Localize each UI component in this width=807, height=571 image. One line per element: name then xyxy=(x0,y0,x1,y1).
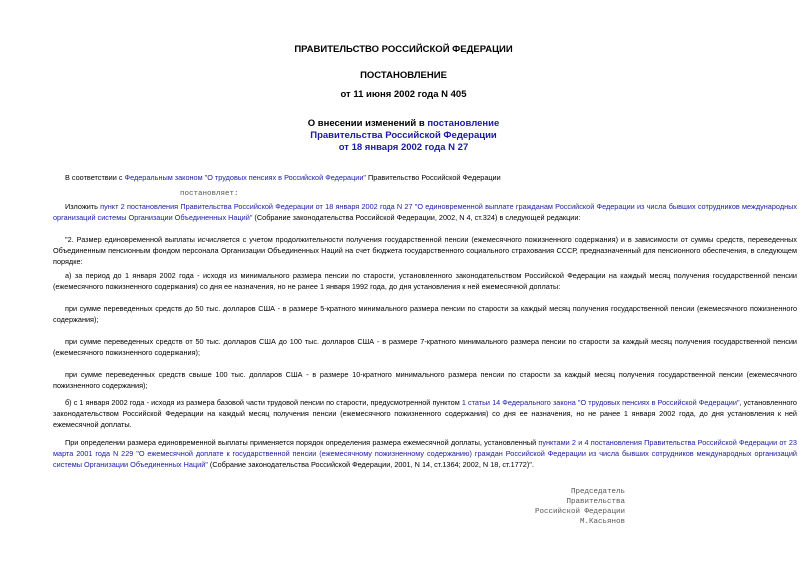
signature-line-2: Российской Федерации xyxy=(534,508,625,516)
document-title xyxy=(0,118,807,154)
p8-text-pre: При определении размера единовременной выплаты применяется порядок определения размера ежемесячной доплаты, установленный xyxy=(65,438,539,447)
p7-link[interactable]: 1 статьи 14 Федерального закона "О трудовых пенсиях в Российской Федерации" xyxy=(461,398,740,407)
signature-block xyxy=(513,487,625,527)
intro-text-pre: В соответствии с xyxy=(65,173,125,182)
p1-text-pre: Изложить xyxy=(65,202,101,211)
paragraph-3: а) за период до 1 января 2002 года - исходя из минимального размера пенсии по старости, установленного законодательством Российской Федерации на каждый месяц получения государственной пенсии (ежемесячного пожизненного содержания) со дня ее назначения, но не ранее 1 января 1992 года, до дня установления к ней ежемесячной доплаты: xyxy=(53,271,797,291)
paragraph-5: при сумме переведенных средств от 50 тыс. долларов США до 100 тыс. долларов США - в размере 7-кратного минимального размера пенсии по старости за каждый месяц получения государственной пенсии (ежемесячного пожизненного содержания); xyxy=(53,337,797,357)
paragraph-6: при сумме переведенных средств свыше 100 тыс. долларов США - в размере 10-кратного минимального размера пенсии по старости за каждый месяц получения государственной пенсии (ежемесячного пожизненного содержания); xyxy=(53,370,797,390)
paragraph-1 xyxy=(53,201,797,223)
paragraph-7 xyxy=(53,397,797,430)
p1-link[interactable]: пункт 2 постановления Правительства Российской Федерации от 18 января 2002 года N 27 "О единовременной выплате гражданам Российской Федерации из числа бывших сотрудников международных организаций системы Организации Объединенных Наций" xyxy=(53,202,797,222)
government-heading: ПРАВИТЕЛЬСТВО РОССИЙСКОЙ ФЕДЕРАЦИИ xyxy=(294,44,513,55)
signature-line-3: М.Касьянов xyxy=(579,518,625,526)
paragraph-8 xyxy=(53,437,797,470)
intro-text-post: Правительство Российской Федерации xyxy=(366,173,501,182)
document-type: ПОСТАНОВЛЕНИЕ xyxy=(360,70,447,81)
p1-text-post: (Собрание законодательства Российской Федерации, 2002, N 4, ст.324) в следующей редакции: xyxy=(252,213,581,222)
decree-note: постановляет: xyxy=(180,190,239,198)
intro-paragraph xyxy=(53,172,797,183)
p7-text-pre: б) с 1 января 2002 года - исходя из размера базовой части трудовой пенсии по старости, предусмотренной пунктом xyxy=(65,398,462,407)
signature-line-1: Председатель Правительства xyxy=(566,488,625,506)
p7-text-post: , установленного законодательством Российской Федерации на каждый месяц получения пенсии (ежемесячного пожизненного содержания) со дня ее назначения, но не ранее 1 января 2002 года, до дня установления к ней ежемесячной доплаты. xyxy=(53,398,797,429)
title-line1-text: О внесении изменений в xyxy=(307,118,428,129)
title-link[interactable]: постановление xyxy=(427,118,500,129)
p8-link[interactable]: пунктами 2 и 4 постановления Правительства Российской Федерации от 23 марта 2001 года N 229 "О ежемесячной доплате к государственной пенсии (ежемесячному пожизненному содержанию) граждан Российской Федерации из числа бывших сотрудников международных организаций системы Организации Объединенных Наций" xyxy=(53,438,797,469)
federal-law-link[interactable]: Федеральным законом "О трудовых пенсиях в Российской Федерации" xyxy=(124,173,367,182)
p8-text-post: (Собрание законодательства Российской Федерации, 2001, N 14, ст.1364; 2002, N 18, ст.1772)". xyxy=(207,460,534,469)
title-line3[interactable]: от 18 января 2002 года N 27 xyxy=(338,142,469,153)
paragraph-4: при сумме переведенных средств до 50 тыс. долларов США - в размере 5-кратного минимального размера пенсии по старости за каждый месяц получения государственной пенсии (ежемесячного пожизненного содержания); xyxy=(53,304,797,324)
title-line2[interactable]: Правительства Российской Федерации xyxy=(310,130,497,141)
paragraph-2: "2. Размер единовременной выплаты исчисляется с учетом продолжительности получения государственной пенсии (ежемесячного пожизненного содержания) и в зависимости от суммы средств, переведенных Объединенным пенсионным фондом персонала Организации Объединенных Наций на счет бюджета государственного социального страхования СССР, предназначенный для пенсионного обеспечения, в следующем порядке: xyxy=(53,235,797,266)
document-date: от 11 июня 2002 года N 405 xyxy=(340,89,467,100)
